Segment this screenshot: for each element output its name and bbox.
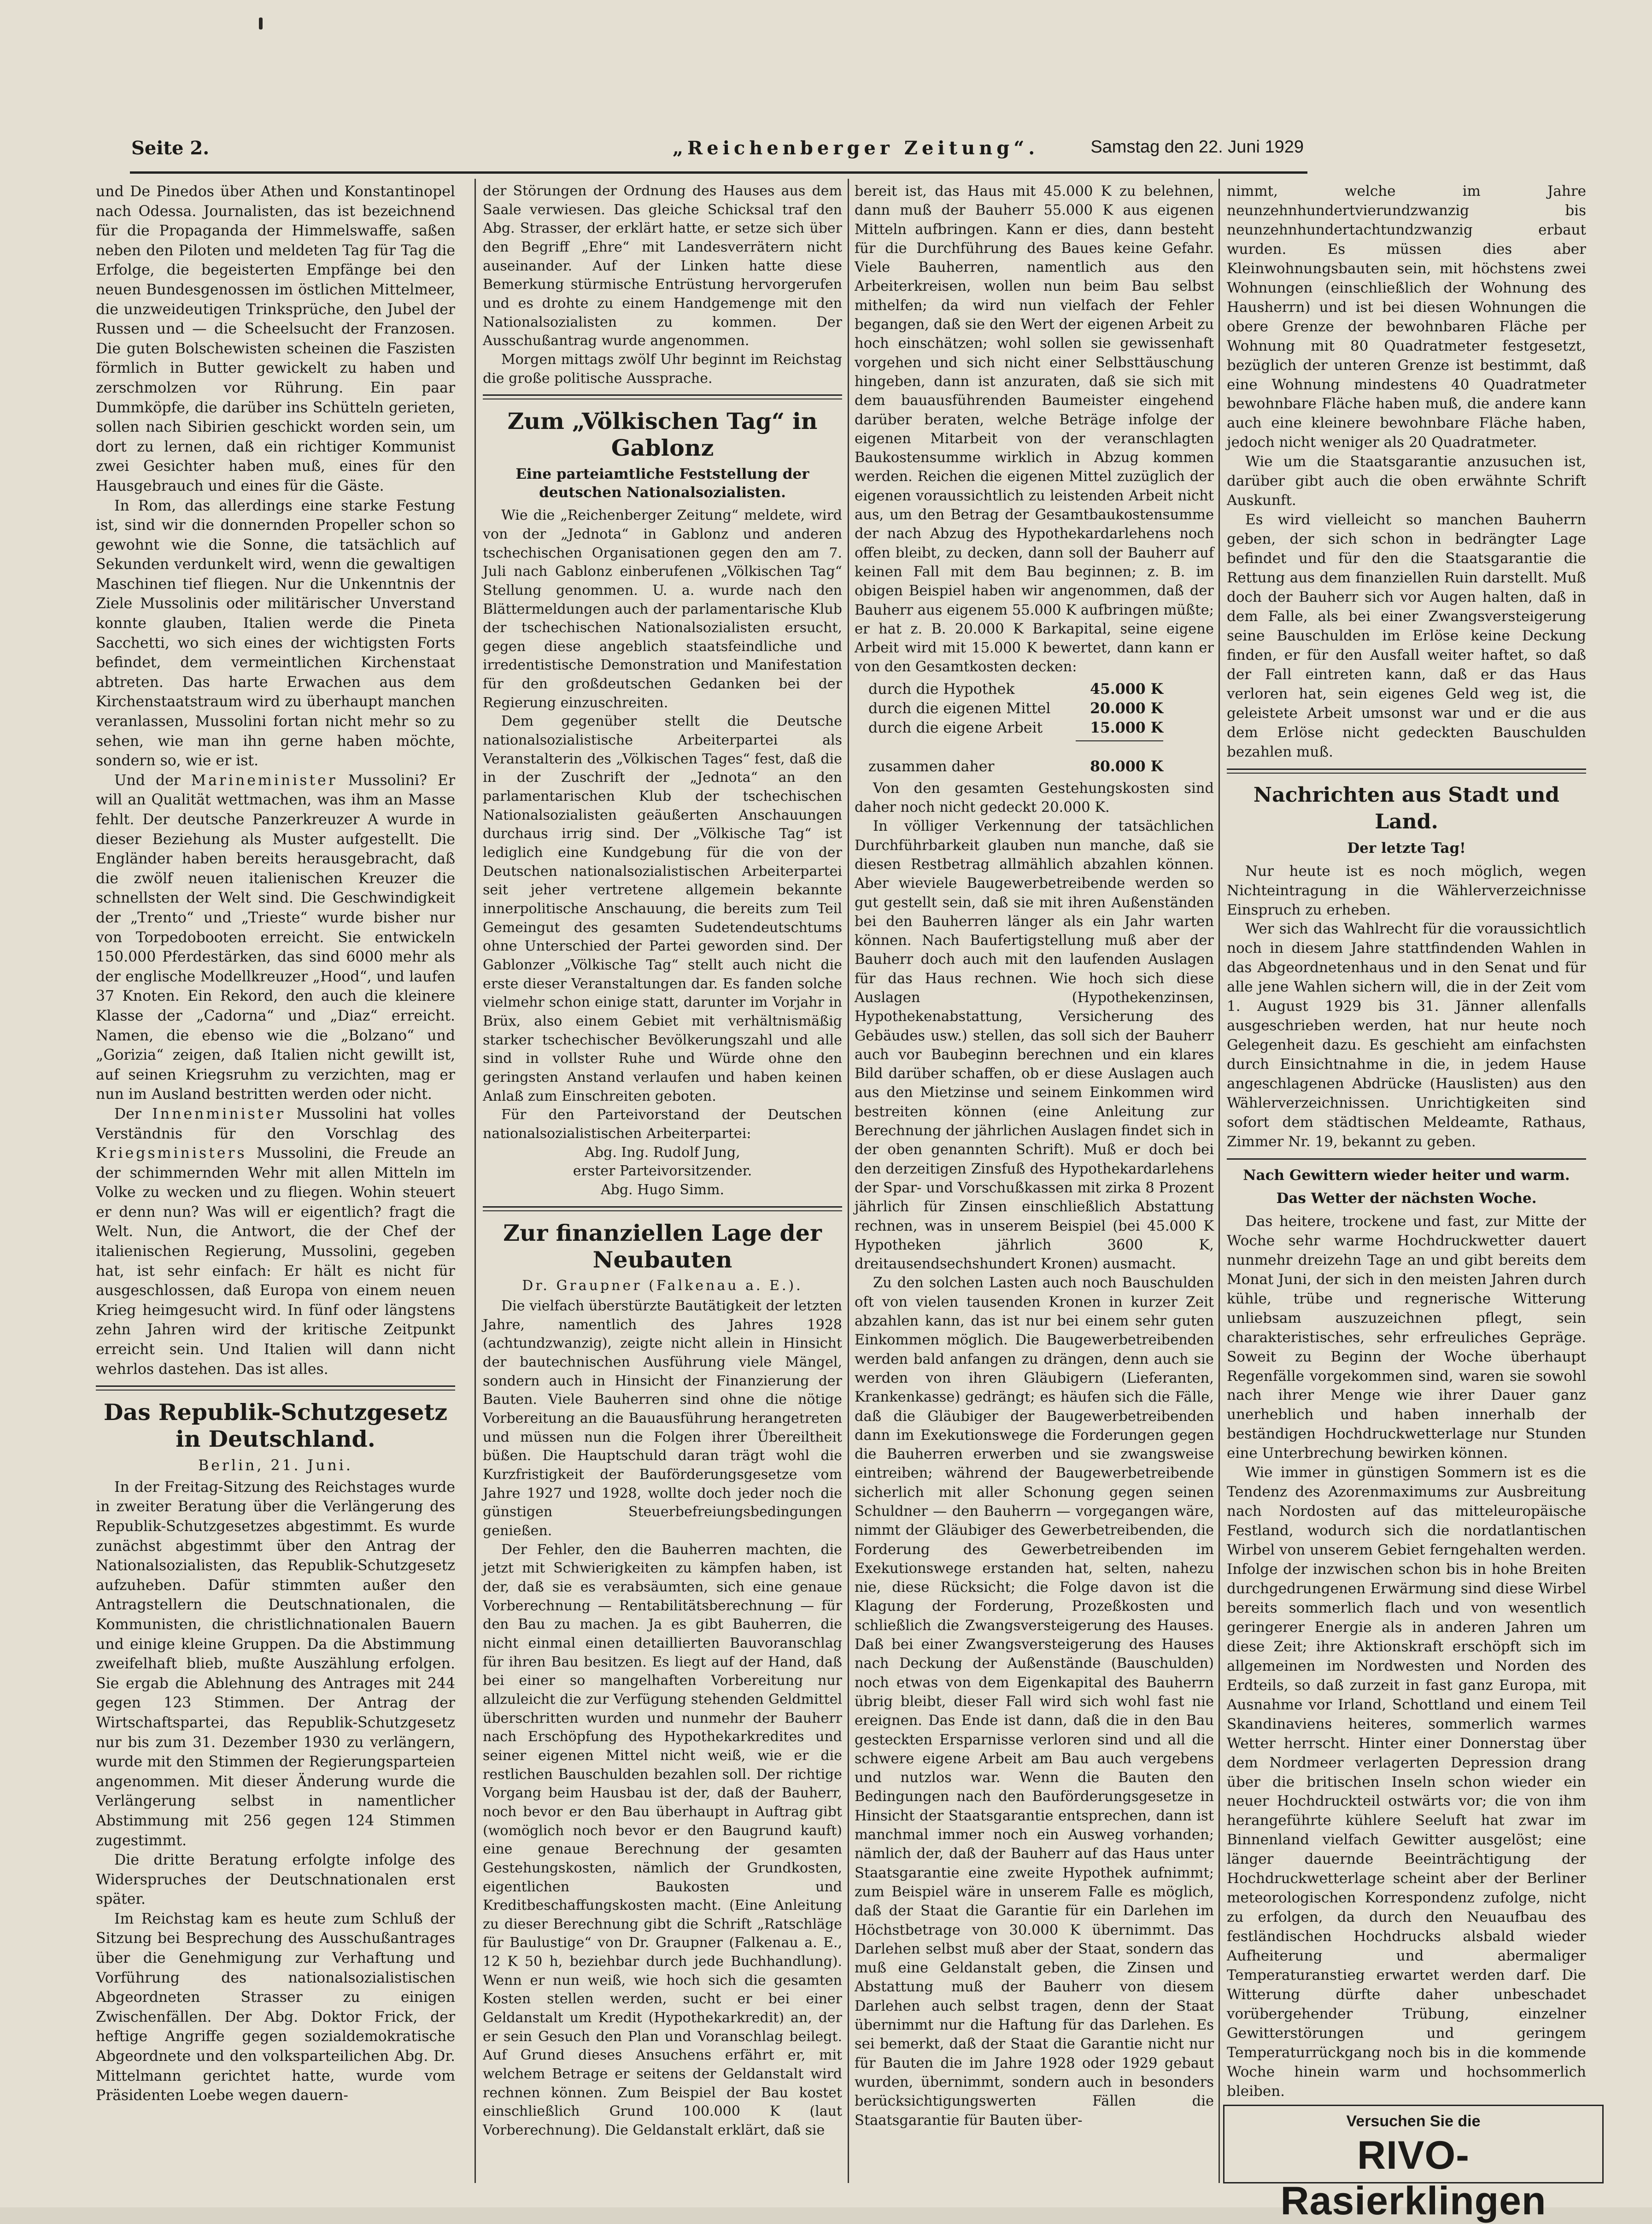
headline-schutzgesetz: Das Republik-Schutzgesetz in Deutschland. — [103, 1399, 448, 1453]
article-paragraph: Und der Marineminister Mussolini? Er will an Qualität wettmachen, was ihm an Masse fehlt. Der deutsche Panzerkreuzer A wurde in dieser Beziehung als Muster aufgestellt. Die Engländer haben bereits herausgebracht, daß die zwölf neuen italienischen Kreuzer die schnellsten der Welt sind. Die Geschwindigkeit der „Trento“ und „Trieste“ wurde bisher nur von Torpedobooten erreicht. Sie entwickeln 150.000 Pferdestärken, das sind 6000 mehr als der englische Modellkreuzer „Hood“, und laufen 37 Knoten. Ein Rekord, den auch die kleinere Klasse der „Cadorna“ und „Diaz“ erreicht. Namen, die ebenso wie die „Bolzano“ und „Gorizia“ zeigen, daß Italien nicht gewillt ist, auf seinen Kriegsruhm zu verzichten, mag er nun im Ausland bestritten werden oder nicht. — [96, 772, 456, 1103]
column-rule — [1218, 179, 1220, 2183]
header-rule — [130, 171, 1307, 174]
cost-total-row — [868, 738, 1214, 757]
signature-line: Für den Parteivorstand der Deutschen nationalsozialistischen Arbeiterpartei: — [483, 1107, 842, 1142]
column-4 — [1227, 182, 1586, 2101]
headline-wetter: Nach Gewittern wieder heiter und warm. — [1243, 1167, 1570, 1184]
dateline: Berlin, 21. Juni. — [198, 1457, 353, 1474]
article-paragraph: Die dritte Beratung erfolgte infolge des Widerspruches der Deutschnationalen erst später. — [96, 1852, 455, 1908]
article-paragraph: Das heitere, trockene und fast, zur Mitte der Woche sehr warme Hochdruckwetter dauert nunmehr dreizehn Tage an und gibt bereits dem Monat Juni, der sich in den meisten Jahren durch kühle, trübe und regnerische Witterung unliebsam auszuzeichnen pflegt, sein charakteristisches, sehr erfreuliches Gepräge. Soweit zu Beginn der Woche überhaupt Regenfälle vorgekommen sind, waren sie sowohl nach ihrer Menge wie ihrer Dauer ganz unerheblich und haben innerhalb der beständigen Hochdruckwetterlage nur Stunden eine Unterbrechung bewirken können. — [1227, 1213, 1586, 1462]
article-paragraph: In Rom, das allerdings eine starke Festung ist, sind wir die donnernden Propeller schon so gewohnt wie die Sonne, die tatsächlich auf Sekunden verdunkelt wird, wenn die gewaltigen Maschinen tief fliegen. Nur die Unkenntnis der Ziele Mussolinis oder militärischer Unverstand konnte glauben, Italien werde die Pineta Sacchetti, wo sich eines der wichtigsten Forts befindet, dem vermeintlichen Kirchenstaat abtreten. Das harte Erwachen aus dem Kirchenstaatstraum wird zu überhaupt manchen veranlassen, Mussolini fortan nicht mehr so zu sehen, wie man ihn gerne haben möchte, sondern so, wie er ist. — [96, 497, 455, 769]
article-paragraph: nimmt, welche im Jahre neunzehnhundertvierundzwanzig bis neunzehnhundertachtundzwanzig erbaut wurden. Es müssen dies aber Kleinwohnungsbauten sein, mit höchstens zwei Wohnungen (einschließlich der Wohnung des Hausherrn) und ist bei diesen Wohnungen die obere Grenze der bewohnbaren Fläche per Wohnung mit 80 Quadratmeter festgesetzt, bezüglich der unteren Grenze ist bestimmt, daß eine Wohnung mindestens 40 Quadratmeter bewohnbare Fläche haben muß, die andere kann auch eine kleinere bewohnbare Fläche haben, jedoch nicht weniger als 20 Quadratmeter. — [1227, 183, 1586, 451]
signature-name: Abg. Hugo Simm. — [600, 1181, 724, 1198]
section-rule — [483, 394, 842, 399]
column-2 — [483, 182, 842, 2140]
article-paragraph: Nur heute ist es noch möglich, wegen Nichteintragung in die Wählerverzeichnisse Einspruch zu erheben. — [1227, 863, 1586, 918]
cost-row: durch die eigenen Mittel 20.000 K — [868, 699, 1163, 717]
article-paragraph: Der Fehler, den die Bauherren machten, die jetzt mit Schwierigkeiten zu kämpfen haben, ist der, daß sie es verabsäumten, sich eine genaue Vorberechnung — Rentabilitätsberechnung — für den Bau zu machen. Ja es gibt Bauherren, die nicht einmal einen detaillierten Bauvoranschlag für ihren Bau besitzen. Es liegt auf der Hand, daß bei einer so mangelhaften Vorbereitung nur allzuleicht die zur Verfügung stehenden Geldmittel überschritten wurden und nunmehr der Bauherr nach Erschöpfung des Hypothekarkredites und seiner eigenen Mittel nicht weiß, wie er die restlichen Bauschulden bezahlen soll. Der richtige Vorgang beim Hausbau ist der, daß der Bauherr, noch bevor er den Bau überhaupt in Auftrag gibt (womöglich noch bevor er den Baugrund kauft) eine genaue Berechnung der gesamten Gestehungskosten, nämlich der Grundkosten, eigentlichen Baukosten und Kreditbeschaffungskosten macht. (Eine Anleitung zu dieser Berechnung gibt die Schrift „Ratschläge für Baulustige“ von Dr. Graupner (Falkenau a. E., 12 K 50 h, beziehbar durch jede Buchhandlung). Wenn er nun weiß, wie hoch sich die gesamten Kosten stellen werden, sucht er bei einer Geldanstalt um Kredit (Hypothekarkredit) an, der er sein Gesuch den Plan und Voranschlag beilegt. Auf Grund dieses Ansuchens erfährt er, mit welchem Betrage er seitens der Geldanstalt wird rechnen können. Zum Beispiel der Bau kostet einschließlich Grund 100.000 K (laut Vorberechnung). Die Geldanstalt erklärt, daß sie — [483, 1541, 842, 2139]
newspaper-title: „Reichenberger Zeitung“. — [673, 137, 1039, 159]
article-paragraph: Wie um die Staatsgarantie anzusuchen ist, darüber gibt auch die oben erwähnte Schrift Auskunft. — [1227, 453, 1586, 509]
page-header — [131, 137, 1304, 165]
article-paragraph: Die vielfach überstürzte Bautätigkeit der letzten Jahre, namentlich des Jahres 1928 (achtundzwanzig), zeigte nicht allein in Hinsicht der bautechnischen Ausführung viele Mängel, sondern auch in Hinsicht der Finanzierung der Bauten. Viele Bauherren sind ohne die nötige Vorbereitung an die Bauausführung herangetreten und müssen nun die Folgen ihrer Übereiltheit büßen. Die Hauptschuld daran trägt wohl die Kurzfristigkeit der Bauförderungsgesetze vom Jahre 1927 und 1928, wollte doch jeder noch die günstigen Steuerbefreiungsbedingungen genießen. — [483, 1298, 842, 1539]
article-paragraph: Zu den solchen Lasten auch noch Bauschulden oft von vielen tausenden Kronen in kurzer Zeit abzahlen kann, das ist nur bei einem sehr guten Einkommen möglich. Die Baugewerbetreibenden werden bald anfangen zu drängen, denn auch sie werden von ihren Gläubigern (Lieferanten, Krankenkasse) gedrängt; es häufen sich die Fälle, daß die Gläubiger der Baugewerbetreibenden dann im Exekutionswege die Forderungen gegen die Bauherren erwerben und sie zwangsweise eintreiben; während der Baugewerbetreibende sicherlich mit aller Schonung gegen seinen Schuldner — den Bauherrn — vorgegangen wäre, nimmt der Gläubiger des Gewerbetreibenden, die Forderung des Gewerbetreibenden im Exekutionswege erstanden hat, selten, nahezu nie, diese Rücksicht; die Folge davon ist die Klagung der Forderung, Prozeßkosten und schließlich die Zwangsversteigerung des Hauses. Daß bei einer Zwangsversteigerung des Hauses nach Deckung der Außenstände (Bauschulden) noch etwas von dem Eigenkapital des Bauherrn übrig bleibt, dieser Fall wird sich wohl fast nie ereignen. Das Ende ist dann, daß die in den Bau gesteckten Ersparnisse verloren sind und all die schwere eigene Arbeit am Bau auch vergebens und nutzlos war. Wenn die Bauten den Bedingungen nach den Bauförderungsgesetze in Hinsicht der Staatsgarantie entsprechen, dann ist manchmal immer noch ein Ausweg vorhanden; nämlich der, daß der Bauherr auf das Haus unter Staatsgarantie eine zweite Hypothek aufnimmt; zum Beispiel wäre in unserem Falle es möglich, daß der Staat die Garantie für ein Darlehen im Höchstbetrage von 30.000 K übernimmt. Das Darlehen selbst muß aber der Staat, sondern das muß eine Geldanstalt geben, die Zinsen und Abstattung muß der Bauherr von diesem Darlehen auch selbst tragen, denn der Staat übernimmt nur die Haftung für das Darlehen. Es sei bemerkt, daß der Staat die Garantie nicht nur für Bauten die im Jahre 1928 oder 1929 gebaut wurden, übernimmt, sondern auch in besonders berücksichtigungswerten Fällen die Staatsgarantie für Bauten über- — [855, 1275, 1214, 2129]
print-mark — [259, 18, 263, 29]
section-rule — [1227, 769, 1586, 774]
subheadline: Der letzte Tag! — [1347, 839, 1466, 857]
cost-row: durch die Hypothek 45.000 K — [868, 680, 1163, 698]
headline-neubauten: Zur finanziellen Lage der Neubauten — [503, 1219, 822, 1273]
article-paragraph: bereit ist, das Haus mit 45.000 K zu belehnen, dann muß der Bauherr 55.000 K aus eigenen Mitteln aufbringen. Kann er dies, dann besteht für die Durchführung des Baues keine Gefahr. Viele Bauherren, namentlich aus den Arbeiterkreisen, wollen nun beim Bau selbst mithelfen; da wird nun vielfach der Fehler begangen, daß sie den Wert der eigenen Arbeit zu hoch einschätzen; wohl sollen sie gewissenhaft vorgehen und sich nicht einer Selbsttäuschung hingeben, dann ist anzuraten, daß sie sich mit dem bauausführenden Baumeister eingehend darüber beraten, welche Beträge infolge der eigenen Mitarbeit von der veranschlagten Baukostensumme wirklich in Abzug kommen werden. Reichen die eigenen Mittel zuzüglich der eigenen voraussichtlich zu leistenden Arbeit nicht aus, um den Betrag der Gesamtbaukostensumme der nach Abzug des Hypothekardarlehens noch offen bleibt, zu decken, dann soll der Bauherr auf keinen Fall mit dem Bau beginnen; z. B. im obigen Beispiel haben wir angenommen, daß der Bauherr aus eigenem 55.000 K aufbringen müßte; er hat z. B. 20.000 K Barkapital, seine eigene Arbeit wird mit 15.000 K bewertet, dann kann er von den Gesamtkosten decken: — [855, 183, 1214, 675]
article-paragraph: Dem gegenüber stellt die Deutsche nationalsozialistische Arbeiterpartei als Veranstalterin des „Völkischen Tages“ fest, daß die in der Zuschrift der „Jednota“ an den parlamentarischen Klub der tschechischen Nationalsozialisten geäußerten Anschauungen durchaus irrig sind. Der „Völkische Tag“ ist lediglich eine Kundgebung für die von der Deutschen nationalsozialistischen Arbeiterpartei seit jeher vertretene allgemein bekannte innerpolitische Anschauung, die bereits zum Teil Gemeingut des gesamten Sudetendeutschtums ohne Unterschied der Partei geworden sind. Der Gablonzer „Völkische Tag“ stellt auch nicht die erste dieser Veranstaltungen dar. Es fanden solche vielmehr schon einige statt, darunter im Vorjahr in Brüx, also einem Gebiet mit verhältnismäßig starker tschechischer Bevölkerungszahl und alle sind in vollster Ruhe und Würde ohne den geringsten Anstand verlaufen und haben keinen Anlaß zum Einschreiten geboten. — [483, 713, 842, 1104]
column-3 — [855, 182, 1214, 2130]
article-paragraph: Wer sich das Wahlrecht für die voraussichtlich noch in diesem Jahre stattfindenden Wahlen in das Abgeordnetenhaus und in den Senat und für alle jene Wahlen sichern will, die in der Zeit vom 1. August 1929 bis 31. Jänner allenfalls ausgeschrieben werden, hat nur heute noch Gelegenheit dazu. Es geschieht am einfachsten durch Einsichtnahme in die, in jedem Hause angeschlagenen Abdrücke (Hauslisten) aus den Wählerverzeichnissen. Unrichtigkeiten sind sofort dem städtischen Meldeamte, Rathaus, Zimmer Nr. 19, bekannt zu geben. — [1227, 921, 1586, 1150]
subheadline: Eine parteiamtliche Feststellung der deutschen Nationalsozialisten. — [516, 466, 809, 501]
article-paragraph: Der Innenminister Mussolini hat volles Verständnis für den Vorschlag des Kriegsministers Mussolini, die Freude an der schimmernden Wehr mit allen Mitteln im Volke zu wecken und zu fliegen. Wohin steuert er denn nun? Was will er eigentlich? fragt die Welt. Nun, die Antwort, die der Chef der italienischen Regierung, Mussolini, gegeben hat, ist sehr einfach: Er hält es nicht für ausgeschlossen, daß Europa von einem neuen Krieg heimgesucht wird. In fünf oder längstens zehn Jahren wird der kritische Zeitpunkt erreicht sein. Und Italien will dann nicht wehrlos dastehen. Das ist alles. — [96, 1105, 456, 1378]
article-paragraph: Im Reichstag kam es heute zum Schluß der Sitzung bei Besprechung des Ausschußantrages über die Genehmigung zur Verhaftung und Vorführung des nationalsozialistischen Abgeordneten Strasser zu einigen Zwischenfällen. Der Abg. Doktor Frick, der heftige Angriffe gegen sozialdemokratische Abgeordnete und den volksparteilichen Abg. Dr. Mittelmann gerichtet hatte, wurde vom Präsidenten Loebe wegen dauern- — [96, 1910, 455, 2104]
headline-nachrichten: Nachrichten aus Stadt und Land. — [1253, 783, 1560, 833]
column-rule — [848, 179, 849, 2183]
column-rule — [475, 179, 476, 2183]
article-paragraph: In völliger Verkennung der tatsächlichen Durchführbarkeit glauben nun manche, daß sie diesen Restbetrag allmählich abzahlen können. Aber wieviele Baugewerbetreibende werden so gut gestellt sein, daß sie mit ihren Außenständen bei den Bauherren länger als ein Jahr warten können. Nach Baufertigstellung muß aber der Bauherr doch auch mit den laufenden Auslagen für das Haus rechnen. Wie hoch sich diese Auslagen (Hypothekenzinsen, Hypothekenabstattung, Versicherung des Gebäudes usw.) stellen, das soll sich der Bauherr auch vor Baubeginn berechnen und ein klares Bild darüber schaffen, ob er diese Auslagen auch aus den Mietzinse und seinem Einkommen wird bestreiten können (eine Anleitung zur Berechnung der jährlichen Auslagen findet sich in der oben genannten Schrift). Muß er doch bei den derzeitigen Zinsfuß des Hypothekardarlehens der Spar- und Vorschußkassen mit zirka 8 Prozent jährlich für Zinsen einschließlich Abstattung rechnen, was in unserem Beispiel (bei 45.000 K Hypotheken jährlich 3600 K, dreitausendsechshundert Kronen) ausmacht. — [855, 818, 1214, 1273]
ad-tagline: Versuchen Sie die — [1346, 2113, 1481, 2130]
cost-total-row: zusammen daher 80.000 K — [868, 757, 1163, 775]
section-rule — [1227, 1158, 1586, 1160]
subheadline: Das Wetter der nächsten Woche. — [1276, 1190, 1537, 1207]
author-line: Dr. Graupner (Falkenau a. E.). — [522, 1277, 803, 1294]
article-paragraph: und De Pinedos über Athen und Konstantinopel nach Odessa. Journalisten, das ist bezeichnend für die Propaganda der Himmelswaffe, saßen neben den Piloten und meldeten Tag für Tag die Erfolge, die begeisterten Empfänge bei den neuen Bundesgenossen im östlichen Mittelmeer, die unzweideutigen Trinksprüche, den Jubel der Russen und — die Scheelsucht der Franzosen. Die guten Bolschewisten scheinen die Faszisten förmlich in Butter gewickelt zu haben und zerschmolzen vor Rührung. Ein paar Dummköpfe, die darüber ins Schütteln gerieten, sollen nach Sibirien geschickt worden sein, um dort zu lernen, daß ein richtiger Kommunist zwei Gesichter haben muß, eines für den Hausgebrauch und eines für die Gäste. — [96, 183, 455, 494]
issue-date: Samstag den 22. Juni 1929 — [1090, 137, 1304, 157]
ad-brand: RIVO-Rasierklingen — [1280, 2133, 1547, 2223]
article-paragraph: der Störungen der Ordnung des Hauses aus dem Saale verwiesen. Das gleiche Schicksal traf den Abg. Strasser, der erklärt hatte, er setze sich über den Begriff „Ehre“ mit Landesverrätern nicht auseinander. Auf der Linken hatte diese Bemerkung stürmische Entrüstung hervorgerufen und es drohte zu einem Handgemenge mit den Nationalsozialisten zu kommen. Der Ausschußantrag wurde angenommen. — [483, 183, 842, 349]
column-1 — [96, 182, 455, 2106]
article-paragraph: Von den gesamten Gestehungskosten sind daher noch nicht gedeckt 20.000 K. — [855, 780, 1214, 816]
article-paragraph: In der Freitag-Sitzung des Reichstages wurde in zweiter Beratung über die Verlängerung des Republik-Schutzgesetzes abgestimmt. Es wurde zunächst abgestimmt über den Antrag der Nationalsozialisten, das Republik-Schutzgesetz aufzuheben. Dafür stimmten außer den Antragstellern die Deutschnationalen, die Kommunisten, die christlichnationalen Bauern und einige kleine Gruppen. Da die Abstimmung zweifelhaft blieb, mußte Auszählung erfolgen. Sie ergab die Ablehnung des Antrages mit 244 gegen 123 Stimmen. Der Antrag der Wirtschaftspartei, das Republik-Schutzgesetz nur bis zum 31. Dezember 1930 zu verlängern, wurde mit den Stimmen der Regierungsparteien angenommen. Mit dieser Änderung wurde die Verlängerung selbst in namentlicher Abstimmung mit 256 gegen 124 Stimmen zugestimmt. — [96, 1479, 455, 1849]
page-number: Seite 2. — [131, 137, 210, 159]
signature-name: Abg. Ing. Rudolf Jung, — [585, 1144, 740, 1161]
article-paragraph: Wie immer in günstigen Sommern ist es die Tendenz des Azorenmaximums zur Ausbreitung nach Nordosten auf das mitteleuropäische Festland, wodurch sich die nordatlantischen Wirbel von unserem Gebiet ferngehalten werden. Infolge der inzwischen schon bis in hohe Breiten durchgedrungenen Erwärmung sind diese Wirbel bereits sommerlich flach und von wesentlich geringerer Energie als in anderen Jahren um diese Zeit; ihre Aktionskraft erschöpft sich im allgemeinen im Nordwesten und Norden des Erdteils, so daß zurzeit in fast ganz Europa, mit Ausnahme vor Irland, Schottland und einem Teil Skandinaviens heiteres, sommerlich warmes Wetter herrscht. Hinter einer Donnerstag über dem Nordmeer verlagerten Depression drang über die britischen Inseln schon wieder ein neuer Hochdruckteil ostwärts vor; die von ihm herangeführte kühlere Seeluft hat zwar im Binnenland vielfach Gewitter ausgelöst; eine länger dauernde Beeinträchtigung der Hochdruckwetterlage scheint aber der Berliner meteorologischen Korrespondenz zufolge, nicht zu erfolgen, da durch den Neuaufbau des festländischen Hochdrucks alsbald wieder Aufheiterung und abermaliger Temperaturanstieg erwartet werden darf. Die Witterung dürfte daher unbeschadet vorübergehender Trübung, einzelner Gewitterstörungen und geringem Temperaturrückgang noch bis in die kommende Woche hinein warm und hochsommerlich bleiben. — [1227, 1464, 1586, 2100]
article-paragraph: Morgen mittags zwölf Uhr beginnt im Reichstag die große politische Aussprache. — [483, 351, 842, 387]
cost-row: durch die eigene Arbeit 15.000 K — [868, 719, 1163, 736]
headline-voelkischer-tag: Zum „Völkischen Tag“ in Gablonz — [507, 408, 818, 462]
article-paragraph: Wie die „Reichenberger Zeitung“ meldete, wird von der „Jednota“ in Gablonz und anderen tschechischen Organisationen gegen den am 7. Juli nach Gablonz einberufenen „Völkischen Tag“ Stellung genommen. U. a. wurde nach den Blättermeldungen auch der parlamentarische Klub der tschechischen Nationalsozialisten ersucht, gegen diese angeblich staatsfeindliche und irredentistische Demonstration und Manifestation für den großdeutschen Gedanken bei der Regierung einzuschreiten. — [483, 507, 842, 711]
section-rule — [483, 1206, 842, 1211]
signature-title: erster Parteivorsitzender. — [573, 1163, 752, 1179]
section-rule — [96, 1385, 455, 1391]
cost-table — [868, 680, 1214, 776]
article-paragraph: Es wird vielleicht so manchen Bauherrn geben, der sich schon in bedrängter Lage befindet und für den die Staatsgarantie die Rettung aus dem finanziellen Ruin darstellt. Muß doch der Bauherr sich vor Augen halten, daß in dem Falle, als bei einer Zwangsversteigerung seine Bauschulden im Erlöse keine Deckung finden, er für den Ausfall weiter haftet, so daß der Fall eintreten kann, daß er das Haus verloren hat, sein eigenes Geld weg ist, die geleistete Arbeit umsonst war und er die aus dem Erlöse nicht gedeckten Bauschulden bezahlen muß. — [1227, 511, 1586, 760]
advertisement-rivo — [1223, 2105, 1604, 2223]
